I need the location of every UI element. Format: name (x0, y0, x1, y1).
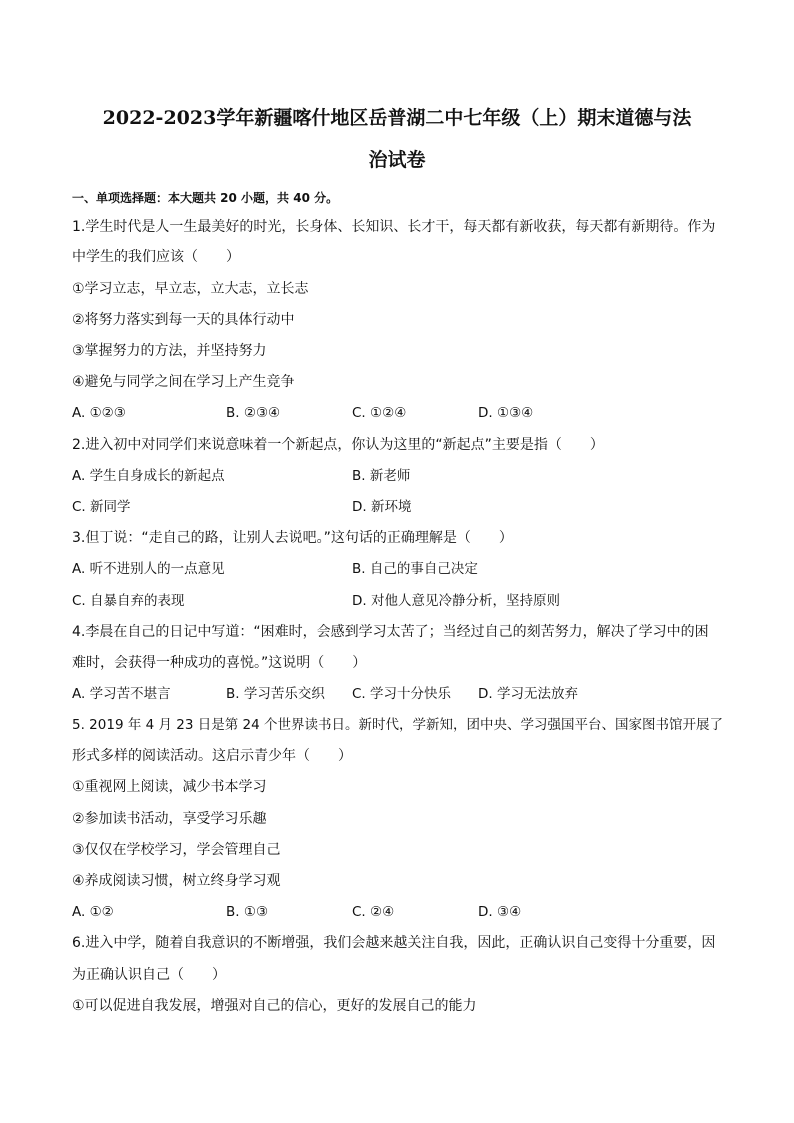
question-4-stem-line-2: 难时，会获得一种成功的喜悦。”这说明（ ） (72, 655, 367, 671)
question-1-option-b: B. ②③④ (226, 405, 281, 421)
question-2-option-d: D. 新环境 (352, 499, 412, 515)
question-3-option-d: D. 对他人意见冷静分析，坚持原则 (352, 593, 560, 609)
question-4-option-b: B. 学习苦乐交织 (226, 686, 325, 702)
question-1-statement-3: ③掌握努力的方法，并坚持努力 (72, 343, 267, 359)
question-5-statement-4: ④养成阅读习惯，树立终身学习观 (72, 873, 281, 889)
question-3-stem: 3.但丁说：“走自己的路，让别人去说吧。”这句话的正确理解是（ ） (72, 530, 513, 546)
question-5-stem-line-2: 形式多样的阅读活动。这启示青少年（ ） (72, 748, 352, 764)
question-4-stem-line-1: 4.李晨在自己的日记中写道：“困难时，会感到学习太苦了；当经过自己的刻苦努力，解决了学习中的困 (72, 624, 709, 640)
question-1-stem-line-2: 中学生的我们应该（ ） (72, 249, 240, 265)
question-6-statement-1: ①可以促进自我发展，增强对自己的信心，更好的发展自己的能力 (72, 998, 477, 1014)
question-1-option-c: C. ①②④ (352, 405, 407, 421)
question-5-option-b: B. ①③ (226, 904, 269, 920)
question-1-option-d: D. ①③④ (478, 405, 534, 421)
question-5-option-c: C. ②④ (352, 904, 395, 920)
question-2-stem: 2.进入初中对同学们来说意味着一个新起点，你认为这里的“新起点”主要是指（ ） (72, 437, 604, 453)
question-1-stem-line-1: 1.学生时代是人一生最美好的时光，长身体、长知识、长才干，每天都有新收获，每天都有新期待。作为 (72, 219, 716, 235)
question-1-option-a: A. ①②③ (72, 405, 126, 421)
question-5-statement-1: ①重视网上阅读，减少书本学习 (72, 779, 267, 795)
question-5-option-a: A. ①② (72, 904, 114, 920)
question-6-stem-line-2: 为正确认识自己（ ） (72, 967, 226, 983)
question-2-option-c: C. 新同学 (72, 499, 131, 515)
question-3-option-a: A. 听不进别人的一点意见 (72, 561, 225, 577)
question-6-stem-line-1: 6.进入中学，随着自我意识的不断增强，我们会越来越关注自我，因此，正确认识自己变得十分重要，因 (72, 935, 716, 951)
question-1-statement-2: ②将努力落实到每一天的具体行动中 (72, 312, 295, 328)
question-5-option-d: D. ③④ (478, 904, 522, 920)
question-3-option-b: B. 自己的事自己决定 (352, 561, 478, 577)
question-2-option-b: B. 新老师 (352, 468, 411, 484)
question-1-statement-1: ①学习立志，早立志，立大志，立长志 (72, 281, 309, 297)
question-4-option-a: A. 学习苦不堪言 (72, 686, 171, 702)
question-4-option-c: C. 学习十分快乐 (352, 686, 452, 702)
question-5-stem-line-1: 5. 2019 年 4 月 23 日是第 24 个世界读书日。新时代，学新知，团中央、学习强国平台、国家图书馆开展了 (72, 717, 724, 733)
section-heading: 一、单项选择题：本大题共 20 小题，共 40 分。 (72, 191, 339, 205)
question-5-statement-3: ③仅仅在学校学习，学会管理自己 (72, 842, 281, 858)
question-5-statement-2: ②参加读书活动，享受学习乐趣 (72, 811, 267, 827)
exam-title-line-1: 2022-2023学年新疆喀什地区岳普湖二中七年级（上）期末道德与法 (102, 107, 692, 129)
question-1-statement-4: ④避免与同学之间在学习上产生竞争 (72, 374, 295, 390)
question-3-option-c: C. 自暴自弃的表现 (72, 593, 185, 609)
question-4-option-d: D. 学习无法放弃 (478, 686, 578, 702)
exam-title-line-2: 治试卷 (368, 149, 426, 171)
question-2-option-a: A. 学生自身成长的新起点 (72, 468, 225, 484)
